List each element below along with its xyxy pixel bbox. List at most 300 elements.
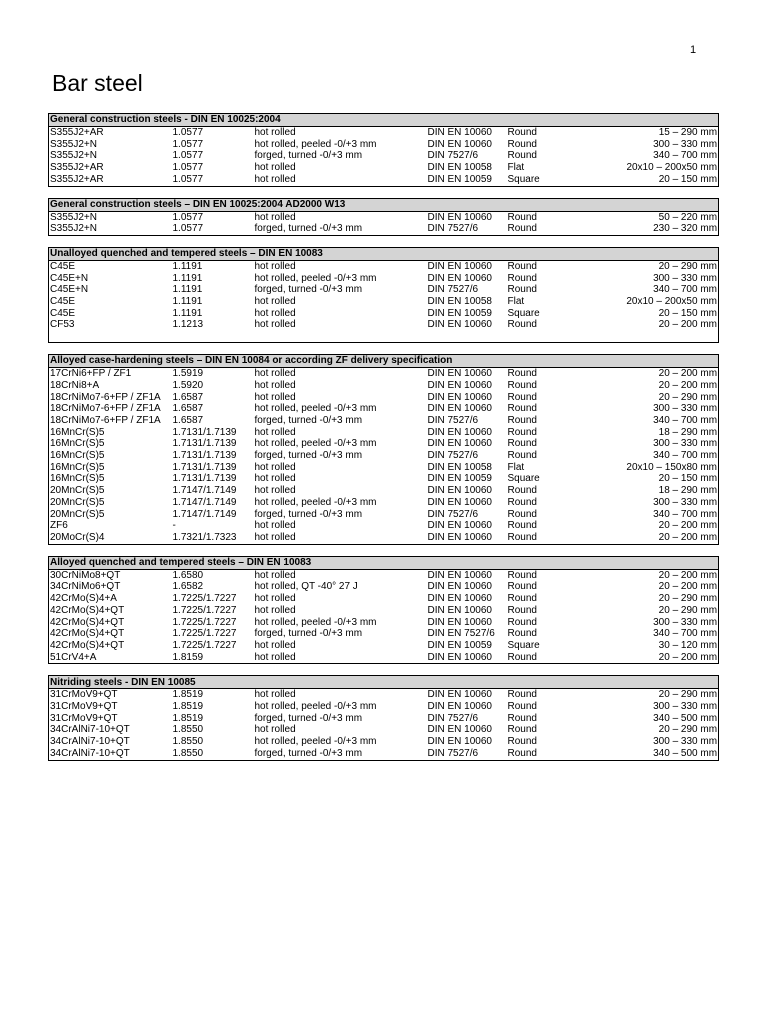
material-number-cell: 1.6587 xyxy=(172,414,204,426)
table-row xyxy=(49,569,719,581)
standard-cell: DIN 7527/6 xyxy=(427,747,479,759)
table-row xyxy=(49,273,719,285)
condition-cell: forged, turned -0/+3 mm xyxy=(254,223,363,235)
shape-cell: Round xyxy=(507,651,537,663)
size-range-cell: 230 – 320 mm xyxy=(653,223,718,235)
material-number-cell: 1.0577 xyxy=(172,162,204,174)
table-row xyxy=(49,724,719,736)
table-row xyxy=(49,450,719,462)
table-row xyxy=(49,284,719,296)
size-range-cell: 20 – 290 mm xyxy=(658,391,718,403)
material-number-cell: 1.0577 xyxy=(172,138,204,150)
material-number-cell: 1.0577 xyxy=(172,127,204,138)
steel-grade-cell: S355J2+N xyxy=(50,223,97,235)
standard-cell: DIN 7527/6 xyxy=(427,450,479,462)
steel-grade-cell: ZF6 xyxy=(50,520,68,532)
shape-cell: Round xyxy=(507,689,537,701)
standard-cell: DIN EN 10060 xyxy=(427,391,492,403)
condition-cell: forged, turned -0/+3 mm xyxy=(254,712,363,724)
table-row xyxy=(49,748,719,760)
steel-grade-cell: C45E+N xyxy=(50,272,89,284)
shape-cell: Flat xyxy=(507,461,525,473)
steel-grade-cell: 31CrMoV9+QT xyxy=(50,701,118,713)
shape-cell: Flat xyxy=(507,162,525,174)
section-heading: Alloyed case-hardening steels – DIN EN 10084 or according ZF delivery specification xyxy=(49,355,719,368)
table-row xyxy=(49,296,719,308)
size-range-cell: 20 – 290 mm xyxy=(658,604,718,616)
size-range-cell: 20 – 200 mm xyxy=(658,531,718,543)
shape-cell: Round xyxy=(507,450,537,462)
condition-cell: forged, turned -0/+3 mm xyxy=(254,450,363,462)
material-number-cell: 1.7147/1.7149 xyxy=(172,485,237,497)
material-number-cell: 1.8550 xyxy=(172,736,204,748)
size-range-cell: 20x10 – 200x50 mm xyxy=(626,162,718,174)
steel-grade-cell: 34CrNiMo6+QT xyxy=(50,581,121,593)
steel-grade-cell: 42CrMo(S)4+QT xyxy=(50,616,125,628)
shape-cell: Round xyxy=(507,531,537,543)
size-range-cell: 20 – 200 mm xyxy=(658,319,717,331)
steel-grade-cell: 20MnCr(S)5 xyxy=(50,508,105,520)
standard-cell: DIN EN 10060 xyxy=(427,496,492,508)
table-row xyxy=(49,473,719,485)
table-row xyxy=(49,485,719,497)
steel-grade-cell: 16MnCr(S)5 xyxy=(50,426,105,438)
size-range-cell: 20 – 150 mm xyxy=(658,307,717,319)
steel-grade-cell: 16MnCr(S)5 xyxy=(50,438,105,450)
section-heading: General construction steels – DIN EN 10025:2004 AD2000 W13 xyxy=(49,198,719,211)
material-number-cell: 1.1191 xyxy=(172,284,203,296)
table-row xyxy=(49,617,719,629)
shape-cell: Round xyxy=(507,426,537,438)
steel-grade-cell: 42CrMo(S)4+QT xyxy=(50,628,125,640)
size-range-cell: 20 – 200 mm xyxy=(658,368,718,380)
material-number-cell: 1.8519 xyxy=(172,689,204,701)
condition-cell: hot rolled xyxy=(254,531,296,543)
table-row xyxy=(49,736,719,748)
material-number-cell: 1.1191 xyxy=(172,296,203,308)
standard-cell: DIN EN 10060 xyxy=(427,211,492,223)
size-range-cell: 20 – 290 mm xyxy=(658,260,717,272)
table-row xyxy=(49,628,719,640)
steel-grade-cell: 16MnCr(S)5 xyxy=(50,473,105,485)
shape-cell: Round xyxy=(507,379,537,391)
shape-cell: Round xyxy=(507,701,537,713)
material-number-cell: 1.1191 xyxy=(172,307,203,319)
table-row xyxy=(49,162,719,174)
table-row xyxy=(49,593,719,605)
shape-cell: Round xyxy=(507,712,537,724)
standard-cell: DIN EN 10059 xyxy=(427,173,492,185)
page-number: 1 xyxy=(690,44,697,56)
steel-grade-cell: 18CrNiMo7-6+FP / ZF1A xyxy=(50,414,161,426)
table-row xyxy=(49,532,719,544)
material-number-cell: 1.7131/1.7139 xyxy=(172,426,237,438)
steel-grade-cell: S355J2+AR xyxy=(50,127,104,138)
size-range-cell: 20 – 290 mm xyxy=(658,689,718,701)
condition-cell: hot rolled xyxy=(254,296,296,308)
steel-grade-cell: 51CrV4+A xyxy=(50,651,97,663)
condition-cell: hot rolled, peeled -0/+3 mm xyxy=(254,138,377,150)
condition-cell: hot rolled, peeled -0/+3 mm xyxy=(254,496,377,508)
table-row xyxy=(49,174,719,186)
material-number-cell: 1.7225/1.7227 xyxy=(172,604,237,616)
table-row xyxy=(49,689,719,701)
table-row xyxy=(49,392,719,404)
steel-grade-cell: 18CrNiMo7-6+FP / ZF1A xyxy=(50,403,161,415)
steel-grade-cell: 20MnCr(S)5 xyxy=(50,485,105,497)
table-row xyxy=(49,605,719,617)
material-number-cell: 1.0577 xyxy=(172,150,204,162)
table-row xyxy=(49,319,719,331)
material-number-cell: 1.7225/1.7227 xyxy=(172,593,237,605)
condition-cell: hot rolled xyxy=(254,473,296,485)
table-row xyxy=(49,581,719,593)
table-row xyxy=(49,462,719,474)
condition-cell: hot rolled xyxy=(254,593,296,605)
steel-grade-cell: 18CrNiMo7-6+FP / ZF1A xyxy=(50,391,161,403)
section-heading: Nitriding steels - DIN EN 10085 xyxy=(49,676,719,689)
size-range-cell: 340 – 700 mm xyxy=(653,628,718,640)
table-row xyxy=(49,427,719,439)
steel-grade-cell: 18CrNi8+A xyxy=(50,379,100,391)
condition-cell: hot rolled xyxy=(254,569,296,581)
shape-cell: Round xyxy=(507,736,537,748)
standard-cell: DIN EN 10060 xyxy=(427,426,492,438)
shape-cell: Round xyxy=(507,127,537,138)
condition-cell: hot rolled xyxy=(254,689,296,701)
standard-cell: DIN 7527/6 xyxy=(427,508,479,520)
steel-grade-cell: 20MoCr(S)4 xyxy=(50,531,105,543)
steel-section-table xyxy=(48,247,719,343)
standard-cell: DIN EN 10060 xyxy=(427,701,492,713)
size-range-cell: 20 – 200 mm xyxy=(658,379,718,391)
table-row xyxy=(49,260,719,272)
shape-cell: Round xyxy=(507,438,537,450)
standard-cell: DIN EN 10060 xyxy=(427,368,492,380)
condition-cell: hot rolled, peeled -0/+3 mm xyxy=(254,438,377,450)
shape-cell: Round xyxy=(507,581,537,593)
standard-cell: DIN EN 10060 xyxy=(427,138,492,150)
steel-section-table xyxy=(48,113,719,187)
standard-cell: DIN EN 10060 xyxy=(427,319,492,331)
material-number-cell: 1.1191 xyxy=(172,272,203,284)
standard-cell: DIN EN 10060 xyxy=(427,438,492,450)
table-row xyxy=(49,308,719,320)
size-range-cell: 340 – 700 mm xyxy=(653,284,717,296)
condition-cell: hot rolled xyxy=(254,426,296,438)
standard-cell: DIN EN 10060 xyxy=(427,531,492,543)
steel-section-table xyxy=(48,354,719,545)
condition-cell: hot rolled xyxy=(254,307,296,319)
spacer-cell xyxy=(49,331,719,343)
condition-cell: hot rolled xyxy=(254,127,296,138)
standard-cell: DIN EN 10060 xyxy=(427,260,492,272)
condition-cell: hot rolled xyxy=(254,520,296,532)
size-range-cell: 300 – 330 mm xyxy=(653,138,718,150)
table-row xyxy=(49,509,719,521)
standard-cell: DIN EN 10060 xyxy=(427,604,492,616)
material-number-cell: 1.8159 xyxy=(172,651,204,663)
table-row xyxy=(49,640,719,652)
table-row xyxy=(49,520,719,532)
shape-cell: Round xyxy=(507,593,537,605)
material-number-cell: 1.7131/1.7139 xyxy=(172,438,237,450)
shape-cell: Square xyxy=(507,473,540,485)
standard-cell: DIN EN 10060 xyxy=(427,724,492,736)
size-range-cell: 300 – 330 mm xyxy=(653,736,718,748)
table-row xyxy=(49,497,719,509)
steel-grade-cell: 16MnCr(S)5 xyxy=(50,461,105,473)
shape-cell: Round xyxy=(507,211,537,223)
condition-cell: forged, turned -0/+3 mm xyxy=(254,414,363,426)
standard-cell: DIN EN 10059 xyxy=(427,307,492,319)
steel-grade-cell: 42CrMo(S)4+A xyxy=(50,593,117,605)
steel-grade-cell: 16MnCr(S)5 xyxy=(50,450,105,462)
shape-cell: Round xyxy=(507,569,537,581)
table-row xyxy=(49,701,719,713)
standard-cell: DIN EN 10060 xyxy=(427,403,492,415)
standard-cell: DIN EN 10058 xyxy=(427,296,492,308)
material-number-cell: 1.6587 xyxy=(172,391,204,403)
condition-cell: hot rolled, peeled -0/+3 mm xyxy=(254,736,377,748)
standard-cell: DIN 7527/6 xyxy=(427,712,479,724)
size-range-cell: 20 – 150 mm xyxy=(658,473,718,485)
shape-cell: Round xyxy=(507,414,537,426)
standard-cell: DIN EN 10060 xyxy=(427,593,492,605)
table-row xyxy=(49,380,719,392)
shape-cell: Round xyxy=(507,223,537,235)
table-row xyxy=(49,150,719,162)
standard-cell: DIN EN 10060 xyxy=(427,569,492,581)
size-range-cell: 20 – 150 mm xyxy=(658,173,718,185)
condition-cell: hot rolled, peeled -0/+3 mm xyxy=(254,616,377,628)
table-row xyxy=(49,127,719,139)
material-number-cell: 1.7131/1.7139 xyxy=(172,473,237,485)
material-number-cell: 1.1213 xyxy=(172,319,204,331)
standard-cell: DIN 7527/6 xyxy=(427,414,479,426)
section-heading: General construction steels - DIN EN 10025:2004 xyxy=(49,114,719,127)
steel-section-table xyxy=(48,675,719,760)
table-row xyxy=(49,223,719,235)
steel-grade-cell: 34CrAlNi7-10+QT xyxy=(50,724,130,736)
standard-cell: DIN 7527/6 xyxy=(427,150,479,162)
material-number-cell: 1.7131/1.7139 xyxy=(172,461,237,473)
steel-grade-cell: S355J2+N xyxy=(50,138,97,150)
condition-cell: hot rolled, peeled -0/+3 mm xyxy=(254,403,377,415)
standard-cell: DIN EN 10060 xyxy=(427,272,492,284)
material-number-cell: 1.0577 xyxy=(172,211,204,223)
condition-cell: hot rolled, peeled -0/+3 mm xyxy=(254,272,377,284)
steel-grade-cell: S355J2+N xyxy=(50,150,97,162)
shape-cell: Round xyxy=(507,368,537,380)
table-row xyxy=(49,403,719,415)
shape-cell: Round xyxy=(507,138,537,150)
standard-cell: DIN EN 10060 xyxy=(427,651,492,663)
table-row xyxy=(49,211,719,223)
condition-cell: hot rolled xyxy=(254,461,296,473)
steel-section-table xyxy=(48,198,719,236)
shape-cell: Round xyxy=(507,284,537,296)
material-number-cell: - xyxy=(172,520,176,532)
shape-cell: Round xyxy=(507,150,537,162)
size-range-cell: 300 – 330 mm xyxy=(653,496,718,508)
size-range-cell: 20x10 – 150x80 mm xyxy=(626,461,718,473)
size-range-cell: 20 – 200 mm xyxy=(658,581,718,593)
section-heading: Alloyed quenched and tempered steels – DIN EN 10083 xyxy=(49,556,719,569)
size-range-cell: 340 – 700 mm xyxy=(653,508,718,520)
size-range-cell: 15 – 290 mm xyxy=(658,127,718,138)
standard-cell: DIN EN 10060 xyxy=(427,520,492,532)
size-range-cell: 20 – 200 mm xyxy=(658,569,718,581)
material-number-cell: 1.1191 xyxy=(172,260,203,272)
size-range-cell: 20 – 290 mm xyxy=(658,593,718,605)
material-number-cell: 1.7321/1.7323 xyxy=(172,531,237,543)
standard-cell: DIN EN 7527/6 xyxy=(427,628,495,640)
condition-cell: hot rolled xyxy=(254,260,296,272)
condition-cell: forged, turned -0/+3 mm xyxy=(254,150,363,162)
steel-grade-cell: 34CrAlNi7-10+QT xyxy=(50,747,130,759)
steel-grade-cell: 42CrMo(S)4+QT xyxy=(50,604,125,616)
standard-cell: DIN EN 10060 xyxy=(427,736,492,748)
shape-cell: Square xyxy=(507,307,540,319)
table-row xyxy=(49,139,719,151)
steel-grade-cell: C45E xyxy=(50,296,76,308)
condition-cell: hot rolled, QT -40° 27 J xyxy=(254,581,358,593)
condition-cell: hot rolled xyxy=(254,391,296,403)
table-row xyxy=(49,652,719,664)
standard-cell: DIN EN 10059 xyxy=(427,639,492,651)
condition-cell: hot rolled xyxy=(254,485,296,497)
steel-grade-cell: 42CrMo(S)4+QT xyxy=(50,639,125,651)
material-number-cell: 1.7225/1.7227 xyxy=(172,639,237,651)
steel-grade-cell: 34CrAlNi7-10+QT xyxy=(50,736,130,748)
shape-cell: Round xyxy=(507,520,537,532)
condition-cell: forged, turned -0/+3 mm xyxy=(254,628,363,640)
size-range-cell: 340 – 700 mm xyxy=(653,414,718,426)
condition-cell: hot rolled xyxy=(254,604,296,616)
size-range-cell: 340 – 700 mm xyxy=(653,150,718,162)
condition-cell: forged, turned -0/+3 mm xyxy=(254,747,363,759)
size-range-cell: 300 – 330 mm xyxy=(653,403,718,415)
steel-grade-cell: C45E xyxy=(50,307,76,319)
standard-cell: DIN EN 10059 xyxy=(427,473,492,485)
shape-cell: Square xyxy=(507,173,540,185)
material-number-cell: 1.7147/1.7149 xyxy=(172,508,237,520)
condition-cell: hot rolled xyxy=(254,639,296,651)
size-range-cell: 300 – 330 mm xyxy=(653,701,718,713)
steel-grade-cell: CF53 xyxy=(50,319,75,331)
shape-cell: Round xyxy=(507,628,537,640)
steel-grade-cell: C45E xyxy=(50,260,76,272)
shape-cell: Round xyxy=(507,747,537,759)
condition-cell: hot rolled, peeled -0/+3 mm xyxy=(254,701,377,713)
size-range-cell: 20 – 200 mm xyxy=(658,520,718,532)
shape-cell: Round xyxy=(507,391,537,403)
shape-cell: Round xyxy=(507,403,537,415)
shape-cell: Square xyxy=(507,639,540,651)
size-range-cell: 50 – 220 mm xyxy=(658,211,718,223)
size-range-cell: 300 – 330 mm xyxy=(653,272,717,284)
standard-cell: DIN 7527/6 xyxy=(427,223,479,235)
condition-cell: hot rolled xyxy=(254,724,296,736)
steel-grade-cell: S355J2+AR xyxy=(50,173,104,185)
condition-cell: forged, turned -0/+3 mm xyxy=(254,284,363,296)
size-range-cell: 30 – 120 mm xyxy=(658,639,718,651)
standard-cell: DIN EN 10060 xyxy=(427,689,492,701)
material-number-cell: 1.5920 xyxy=(172,379,204,391)
standard-cell: DIN EN 10060 xyxy=(427,127,492,138)
material-number-cell: 1.8550 xyxy=(172,724,204,736)
shape-cell: Round xyxy=(507,485,537,497)
size-range-cell: 340 – 700 mm xyxy=(653,450,718,462)
condition-cell: hot rolled xyxy=(254,651,296,663)
condition-cell: hot rolled xyxy=(254,162,296,174)
steel-grade-cell: C45E+N xyxy=(50,284,89,296)
standard-cell: DIN EN 10058 xyxy=(427,162,492,174)
standard-cell: DIN EN 10060 xyxy=(427,581,492,593)
material-number-cell: 1.6580 xyxy=(172,569,204,581)
steel-grade-cell: S355J2+N xyxy=(50,211,97,223)
material-number-cell: 1.6582 xyxy=(172,581,204,593)
standard-cell: DIN 7527/6 xyxy=(427,284,479,296)
shape-cell: Round xyxy=(507,616,537,628)
steel-grade-cell: 20MnCr(S)5 xyxy=(50,496,105,508)
standard-cell: DIN EN 10060 xyxy=(427,485,492,497)
standard-cell: DIN EN 10058 xyxy=(427,461,492,473)
table-row xyxy=(49,438,719,450)
condition-cell: hot rolled xyxy=(254,319,296,331)
spacer-row xyxy=(49,331,719,343)
page-title: Bar steel xyxy=(52,70,143,96)
shape-cell: Round xyxy=(507,260,537,272)
condition-cell: forged, turned -0/+3 mm xyxy=(254,508,363,520)
shape-cell: Round xyxy=(507,319,537,331)
size-range-cell: 340 – 500 mm xyxy=(653,712,718,724)
material-number-cell: 1.8519 xyxy=(172,712,204,724)
size-range-cell: 300 – 330 mm xyxy=(653,438,718,450)
condition-cell: hot rolled xyxy=(254,379,296,391)
size-range-cell: 18 – 290 mm xyxy=(658,485,718,497)
size-range-cell: 20 – 200 mm xyxy=(658,651,718,663)
size-range-cell: 18 – 290 mm xyxy=(658,426,718,438)
shape-cell: Round xyxy=(507,604,537,616)
condition-cell: hot rolled xyxy=(254,173,296,185)
steel-grade-cell: 31CrMoV9+QT xyxy=(50,712,118,724)
material-number-cell: 1.5919 xyxy=(172,368,204,380)
steel-grade-cell: 30CrNiMo8+QT xyxy=(50,569,121,581)
standard-cell: DIN EN 10060 xyxy=(427,616,492,628)
material-number-cell: 1.8519 xyxy=(172,701,204,713)
material-number-cell: 1.7131/1.7139 xyxy=(172,450,237,462)
material-number-cell: 1.0577 xyxy=(172,173,204,185)
section-heading: Unalloyed quenched and tempered steels – DIN EN 10083 xyxy=(49,247,719,260)
material-number-cell: 1.8550 xyxy=(172,747,204,759)
shape-cell: Round xyxy=(507,496,537,508)
steel-grade-cell: 31CrMoV9+QT xyxy=(50,689,118,701)
table-row xyxy=(49,415,719,427)
shape-cell: Round xyxy=(507,272,537,284)
steel-section-table xyxy=(48,556,719,665)
steel-grade-cell: 17CrNi6+FP / ZF1 xyxy=(50,368,132,380)
material-number-cell: 1.6587 xyxy=(172,403,204,415)
shape-cell: Flat xyxy=(507,296,525,308)
material-number-cell: 1.7147/1.7149 xyxy=(172,496,237,508)
material-number-cell: 1.7225/1.7227 xyxy=(172,616,237,628)
standard-cell: DIN EN 10060 xyxy=(427,379,492,391)
size-range-cell: 340 – 500 mm xyxy=(653,747,718,759)
steel-tables xyxy=(48,113,718,772)
steel-grade-cell: S355J2+AR xyxy=(50,162,104,174)
